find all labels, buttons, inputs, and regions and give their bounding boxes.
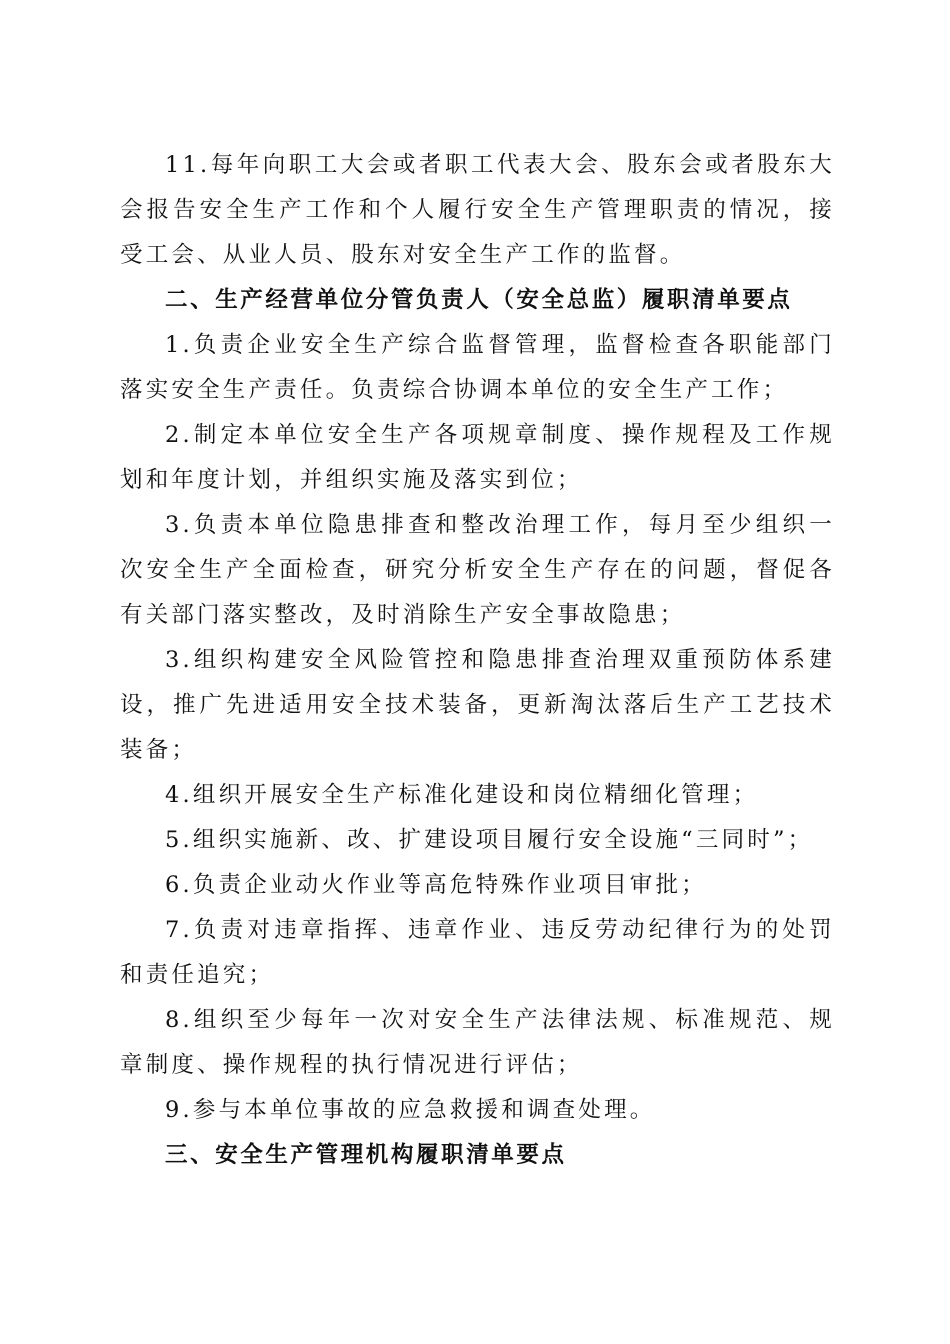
paragraph-item-4: 4.组织开展安全生产标准化建设和岗位精细化管理； [165, 782, 759, 808]
paragraph-item-5: 5.组织实施新、改、扩建设项目履行安全设施“三同时”； [165, 827, 814, 853]
paragraph-item-11: 11.每年向职工大会或者职工代表大会、股东会或者股东大会报告安全生产工作和个人履行安全生产管理职责的情况，接受工会、从业人员、股东对安全生产工作的监督。 [120, 152, 835, 268]
paragraph-item-6: 6.负责企业动火作业等高危特殊作业项目审批； [165, 872, 707, 898]
paragraph-item-3b: 3.组织构建安全风险管控和隐患排查治理双重预防体系建设，推广先进适用安全技术装备，更新淘汰落后生产工艺技术装备； [120, 647, 835, 763]
paragraph-item-2: 2.制定本单位安全生产各项规章制度、操作规程及工作规划和年度计划，并组织实施及落实到位； [120, 422, 835, 493]
paragraph-item-1: 1.负责企业安全生产综合监督管理，监督检查各职能部门落实安全生产责任。负责综合协调本单位的安全生产工作； [120, 332, 835, 403]
paragraph-item-9: 9.参与本单位事故的应急救援和调查处理。 [165, 1097, 656, 1123]
section-heading-3: 三、安全生产管理机构履职清单要点 [165, 1142, 567, 1168]
paragraph-item-3a: 3.负责本单位隐患排查和整改治理工作，每月至少组织一次安全生产全面检查，研究分析安全生产存在的问题，督促各有关部门落实整改，及时消除生产安全事故隐患； [120, 512, 835, 628]
paragraph-item-8: 8.组织至少每年一次对安全生产法律法规、标准规范、规章制度、操作规程的执行情况进行评估； [120, 1007, 835, 1078]
paragraph-item-7: 7.负责对违章指挥、违章作业、违反劳动纪律行为的处罚和责任追究； [120, 917, 835, 988]
document-body [120, 143, 835, 1178]
section-heading-2: 二、生产经营单位分管负责人（安全总监）履职清单要点 [165, 287, 793, 313]
